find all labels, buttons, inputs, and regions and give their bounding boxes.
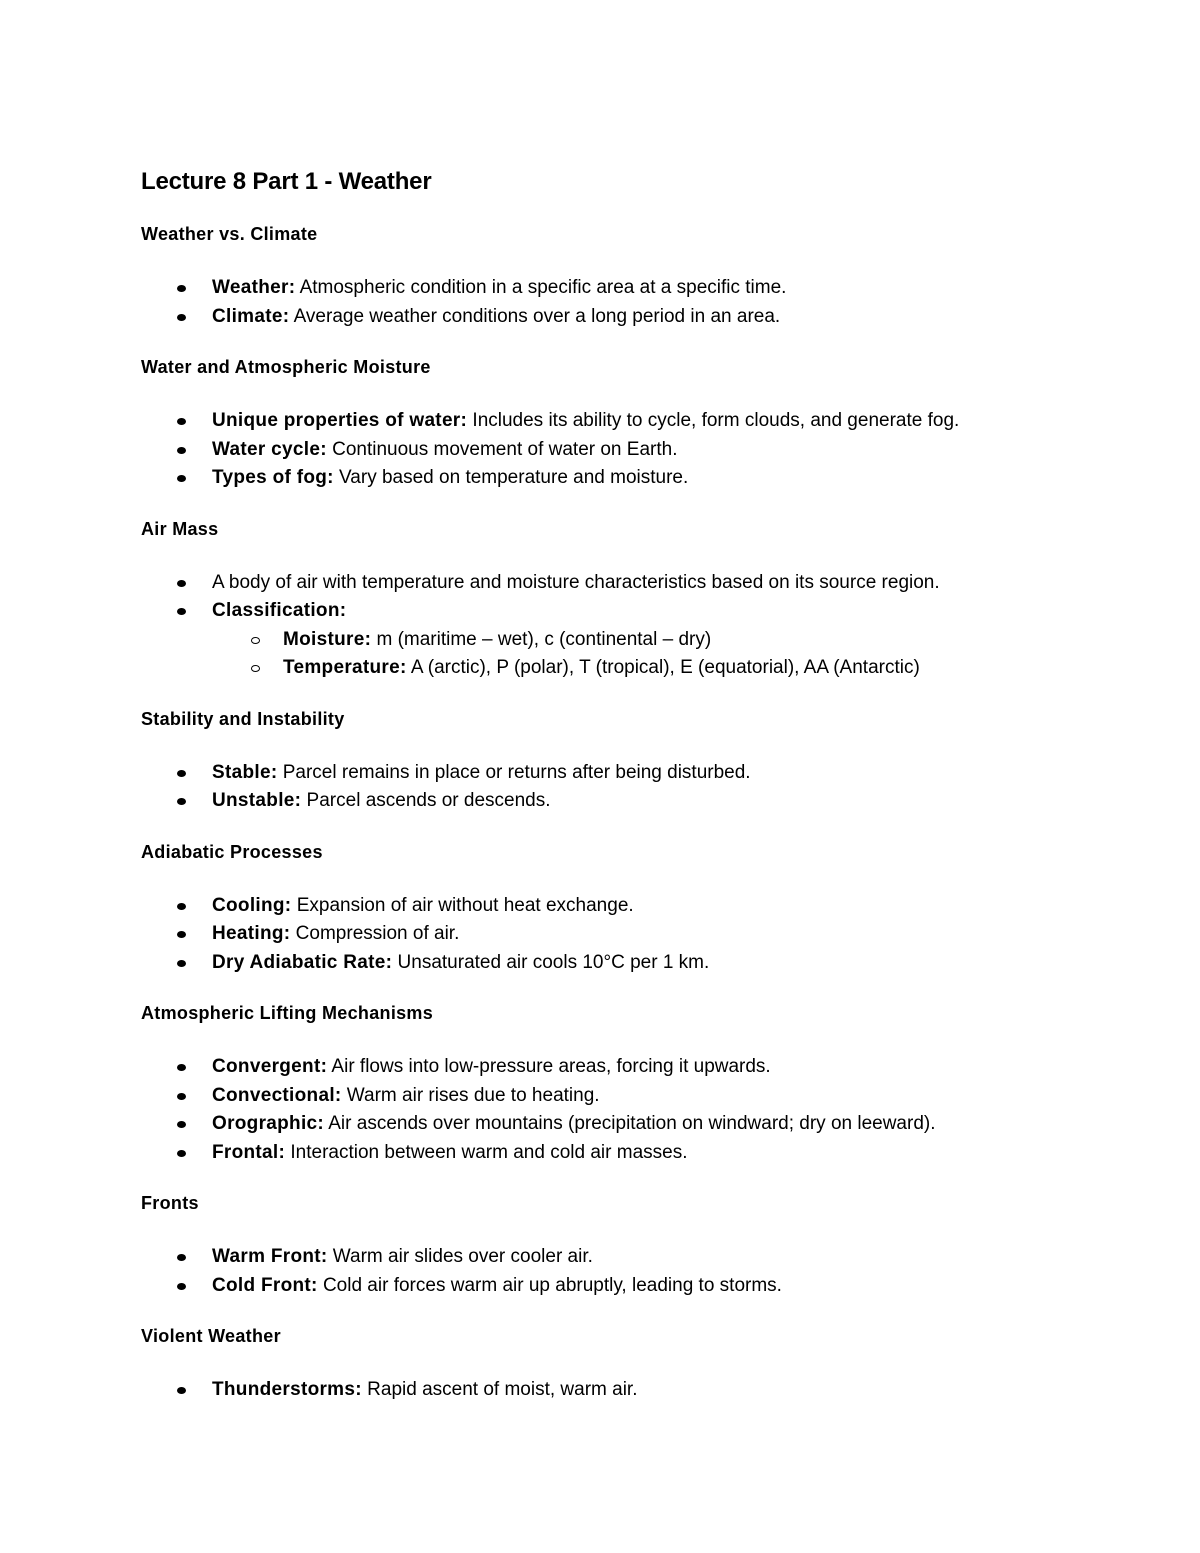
bullet-list: [141, 407, 1121, 493]
bullet-list: [141, 274, 1121, 331]
document-page: [141, 166, 1121, 1429]
list-item: [141, 1139, 1121, 1168]
item-text: Atmospheric condition in a specific area at a specific time.: [295, 277, 787, 298]
bullet-icon: [177, 960, 186, 967]
list-item: [141, 303, 1121, 332]
bullet-icon: [177, 608, 186, 615]
circle-bullet-icon: [251, 637, 260, 644]
bullet-icon: [177, 580, 186, 587]
bullet-list: [141, 1376, 1121, 1405]
bullet-icon: [177, 931, 186, 938]
section-heading-adiabatic: Adiabatic Processes: [141, 841, 323, 862]
section-heading-fronts: Fronts: [141, 1193, 199, 1213]
item-text: Rapid ascent of moist, warm air.: [361, 1379, 638, 1400]
item-term: Dry Adiabatic Rate:: [212, 951, 393, 973]
item-term: Weather:: [212, 277, 296, 298]
section-heading-water-moisture: Water and Atmospheric Moisture: [141, 357, 431, 377]
bullet-list: [141, 892, 1121, 978]
item-text: Parcel remains in place or returns after being disturbed.: [277, 761, 751, 783]
item-text: Air ascends over mountains (precipitation on windward; dry on leeward).: [324, 1113, 936, 1134]
bullet-icon: [177, 1064, 186, 1071]
item-text: Vary based on temperature and moisture.: [333, 467, 689, 488]
item-text: Interaction between warm and cold air masses.: [285, 1141, 688, 1163]
circle-bullet-icon: [251, 665, 260, 672]
item-term: Stable:: [212, 761, 278, 783]
item-term: Convergent:: [212, 1056, 328, 1077]
sub-list-item: [141, 626, 1121, 655]
item-term: Unstable:: [212, 790, 302, 811]
bullet-icon: [177, 798, 186, 805]
bullet-list: [141, 1243, 1121, 1300]
item-term: Thunderstorms:: [212, 1379, 362, 1400]
list-item: [141, 920, 1121, 949]
item-text: Includes its ability to cycle, form clouds, and generate fog.: [467, 410, 960, 431]
list-item: [141, 892, 1121, 921]
list-item: [141, 1082, 1121, 1111]
list-item: [141, 274, 1121, 303]
item-term: Cooling:: [212, 894, 292, 916]
bullet-icon: [177, 285, 186, 292]
item-text: Air flows into low-pressure areas, forcing it upwards.: [327, 1056, 771, 1077]
item-text: Parcel ascends or descends.: [301, 790, 551, 811]
bullet-icon: [177, 1387, 186, 1394]
list-item: [141, 597, 1121, 683]
item-term: Climate:: [212, 305, 290, 327]
item-text: Warm air rises due to heating.: [341, 1084, 600, 1106]
list-item: [141, 569, 1121, 598]
bullet-icon: [177, 1093, 186, 1100]
list-item: [141, 1272, 1121, 1301]
item-text: Cold air forces warm air up abruptly, leading to storms.: [317, 1274, 782, 1296]
item-term: Classification:: [212, 600, 347, 621]
item-term: Warm Front:: [212, 1246, 328, 1267]
item-text: Warm air slides over cooler air.: [327, 1246, 593, 1267]
item-term: Frontal:: [212, 1141, 286, 1163]
section-heading-weather-vs-climate: Weather vs. Climate: [141, 224, 318, 244]
item-text: A body of air with temperature and moisture characteristics based on its source region.: [212, 571, 940, 593]
item-text: A (arctic), P (polar), T (tropical), E (equatorial), AA (Antarctic): [406, 657, 920, 678]
section-heading-violent-weather: Violent Weather: [141, 1326, 281, 1346]
bullet-list: [141, 569, 1121, 683]
item-text: Average weather conditions over a long period in an area.: [289, 305, 781, 327]
item-term: Convectional:: [212, 1084, 342, 1106]
item-term: Cold Front:: [212, 1274, 318, 1296]
section-heading-stability: Stability and Instability: [141, 708, 345, 729]
item-term: Temperature:: [283, 657, 407, 678]
item-term: Heating:: [212, 923, 291, 944]
list-item: [141, 787, 1121, 816]
list-item: [141, 407, 1121, 436]
item-text: Expansion of air without heat exchange.: [291, 894, 634, 916]
bullet-icon: [177, 1150, 186, 1157]
item-term: Unique properties of water:: [212, 410, 468, 431]
list-item: [141, 1053, 1121, 1082]
bullet-list: [141, 1053, 1121, 1167]
list-item: [141, 436, 1121, 465]
sub-list: [212, 626, 1121, 683]
list-item: [141, 1376, 1121, 1405]
item-text: Compression of air.: [290, 923, 460, 944]
bullet-icon: [177, 418, 186, 425]
bullet-icon: [177, 475, 186, 482]
bullet-icon: [177, 1283, 186, 1290]
item-text: m (maritime – wet), c (continental – dry): [371, 628, 712, 650]
item-term: Moisture:: [283, 628, 372, 650]
list-item: [141, 464, 1121, 493]
bullet-icon: [177, 903, 186, 910]
item-text: Unsaturated air cools 10°C per 1 km.: [392, 951, 710, 973]
bullet-icon: [177, 314, 186, 321]
page-title: Lecture 8 Part 1 - Weather: [141, 168, 432, 195]
sub-list-item: [141, 654, 1121, 683]
list-item: [141, 949, 1121, 978]
bullet-icon: [177, 447, 186, 454]
item-text: Continuous movement of water on Earth.: [326, 438, 678, 460]
section-heading-lifting: Atmospheric Lifting Mechanisms: [141, 1003, 434, 1023]
item-term: Water cycle:: [212, 438, 327, 460]
list-item: [141, 759, 1121, 788]
bullet-icon: [177, 1254, 186, 1261]
bullet-icon: [177, 1121, 186, 1128]
list-item: [141, 1110, 1121, 1139]
bullet-icon: [177, 770, 186, 777]
bullet-list: [141, 759, 1121, 816]
list-item: [141, 1243, 1121, 1272]
section-heading-air-mass: Air Mass: [141, 518, 219, 539]
item-term: Orographic:: [212, 1113, 325, 1134]
item-term: Types of fog:: [212, 467, 334, 488]
